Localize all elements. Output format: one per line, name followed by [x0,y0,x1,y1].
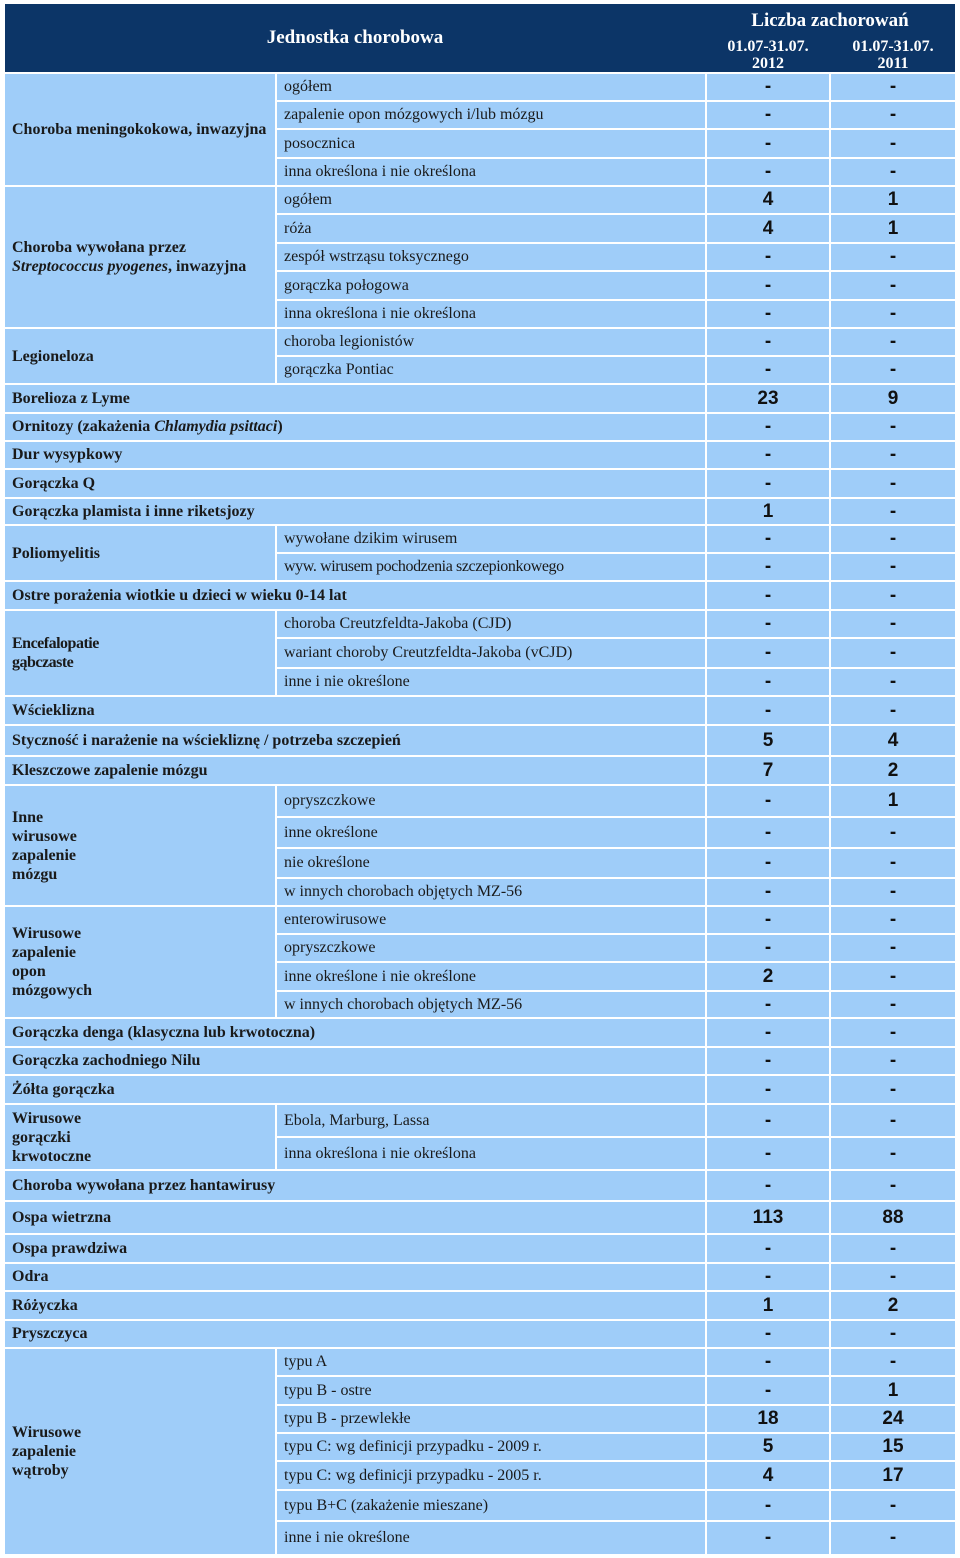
row-label: choroba legionistów [277,329,705,355]
value-2011: - [831,879,955,905]
value-2012: - [707,301,829,327]
row-label: Ebola, Marburg, Lassa [277,1105,705,1136]
value-2011: - [831,1491,955,1520]
value-2011: - [831,611,955,637]
value-2011: 1 [831,1377,955,1404]
row-label: typu C: wg definicji przypadku - 2005 r. [277,1462,705,1489]
row-label: gorączka Pontiac [277,357,705,383]
value-2012: - [707,526,829,552]
row-label: typu B - przewlekłe [277,1406,705,1432]
row-label: posocznica [277,130,705,157]
row-label: Choroba wywołana przez hantawirusy [5,1171,705,1200]
row-label: inna określona i nie określona [277,159,705,185]
value-2012: 4 [707,187,829,213]
value-2012: - [707,639,829,667]
value-2012: - [707,849,829,877]
value-2011: - [831,697,955,724]
value-2011: 1 [831,187,955,213]
row-label: róża [277,215,705,242]
value-2012: 5 [707,726,829,755]
row-label: Gorączka denga (klasyczna lub krwotoczna) [5,1019,705,1046]
row-label: inna określona i nie określona [277,301,705,327]
value-2012: - [707,611,829,637]
value-2012: - [707,1048,829,1074]
value-2011: - [831,992,955,1017]
row-label: inne określone i nie określone [277,963,705,990]
value-2011: - [831,935,955,961]
row-label: inne określone [277,818,705,847]
header-period-2012: 01.07-31.07. 2012 [707,38,829,72]
row-label: Pryszczyca [5,1321,705,1347]
value-2012: 4 [707,1462,829,1489]
group-meningococcal: Choroba meningokokowa, inwazyjna [5,74,275,185]
row-label: wywołane dzikim wirusem [277,526,705,552]
value-2012: - [707,329,829,355]
row-label: choroba Creutzfeldta-Jakoba (CJD) [277,611,705,637]
row-label: zespół wstrząsu toksycznego [277,244,705,270]
value-2011: - [831,554,955,580]
group-other-viral-encephalitis: Inne wirusowe zapalenie mózgu [5,786,275,905]
value-2012: - [707,907,829,933]
row-label: Ospa wietrzna [5,1202,705,1233]
value-2011: - [831,1321,955,1347]
value-2012: - [707,244,829,270]
value-2011: - [831,130,955,157]
row-label: zapalenie opon mózgowych i/lub mózgu [277,102,705,128]
group-legionella: Legioneloza [5,329,275,383]
value-2012: - [707,1491,829,1520]
row-label: wyw. wirusem pochodzenia szczepionkowego [277,554,705,580]
value-2011: - [831,244,955,270]
row-label: w innych chorobach objętych MZ-56 [277,992,705,1017]
value-2012: - [707,697,829,724]
row-label: opryszczkowe [277,935,705,961]
value-2012: - [707,669,829,695]
value-2012: - [707,272,829,299]
row-label: Żółta gorączka [5,1076,705,1103]
value-2011: - [831,1235,955,1262]
value-2012: 7 [707,757,829,784]
row-label: Wścieklizna [5,697,705,724]
row-label: enterowirusowe [277,907,705,933]
row-label: typu B+C (zakażenie mieszane) [277,1491,705,1520]
value-2012: - [707,1138,829,1169]
value-2012: - [707,818,829,847]
value-2011: - [831,414,955,440]
header-period-2011: 01.07-31.07. 2011 [831,38,955,72]
value-2011: 15 [831,1434,955,1460]
row-label: Gorączka zachodniego Nilu [5,1048,705,1074]
value-2011: - [831,526,955,552]
row-label: opryszczkowe [277,786,705,816]
row-label: inne i nie określone [277,669,705,695]
value-2011: - [831,1048,955,1074]
value-2011: - [831,470,955,497]
value-2012: - [707,554,829,580]
value-2012: 2 [707,963,829,990]
value-2012: 1 [707,499,829,524]
row-label: inne i nie określone [277,1522,705,1554]
value-2011: - [831,102,955,128]
row-label: inna określona i nie określona [277,1138,705,1169]
group-hemorrhagic-fevers: Wirusowe gorączki krwotoczne [5,1105,275,1169]
group-poliomyelitis: Poliomyelitis [5,526,275,580]
value-2011: 2 [831,757,955,784]
header-title: Jednostka chorobowa [5,4,705,72]
value-2011: - [831,669,955,695]
value-2011: - [831,1076,955,1103]
value-2011: - [831,1171,955,1200]
value-2012: - [707,442,829,468]
value-2011: - [831,442,955,468]
row-label: wariant choroby Creutzfeldta-Jakoba (vCJD) [277,639,705,667]
value-2012: - [707,74,829,100]
value-2011: - [831,639,955,667]
value-2011: - [831,1264,955,1290]
value-2011: 9 [831,385,955,412]
value-2011: - [831,849,955,877]
value-2012: 18 [707,1406,829,1432]
value-2011: - [831,1138,955,1169]
value-2011: - [831,272,955,299]
value-2012: - [707,130,829,157]
row-label: Gorączka Q [5,470,705,497]
value-2011: 88 [831,1202,955,1233]
row-label: ogółem [277,74,705,100]
row-label: Odra [5,1264,705,1290]
value-2011: 1 [831,786,955,816]
row-label: Borelioza z Lyme [5,385,705,412]
value-2012: - [707,1321,829,1347]
value-2012: - [707,1264,829,1290]
value-2012: - [707,1105,829,1136]
group-viral-meningitis: Wirusowe zapalenie opon mózgowych [5,907,275,1017]
value-2012: - [707,470,829,497]
value-2012: 23 [707,385,829,412]
row-label: typu A [277,1349,705,1375]
value-2012: - [707,1522,829,1554]
value-2012: - [707,786,829,816]
row-label: nie określone [277,849,705,877]
value-2012: - [707,1019,829,1046]
value-2012: - [707,357,829,383]
value-2012: - [707,1235,829,1262]
value-2012: 5 [707,1434,829,1460]
value-2011: 2 [831,1292,955,1319]
value-2012: 1 [707,1292,829,1319]
value-2011: - [831,499,955,524]
value-2012: - [707,159,829,185]
value-2012: - [707,1171,829,1200]
disease-table [5,4,955,1554]
value-2011: - [831,1349,955,1375]
group-streptococcus: Choroba wywołana przez Streptococcus pyogenes, inwazyjna [5,187,275,327]
row-label: typu C: wg definicji przypadku - 2009 r. [277,1434,705,1460]
value-2012: - [707,582,829,609]
value-2011: - [831,329,955,355]
value-2011: - [831,963,955,990]
value-2011: - [831,907,955,933]
value-2012: - [707,1377,829,1404]
value-2012: - [707,992,829,1017]
value-2011: 24 [831,1406,955,1432]
group-viral-hepatitis: Wirusowe zapalenie wątroby [5,1349,275,1554]
row-label: Gorączka plamista i inne riketsjozy [5,499,705,524]
row-label: w innych chorobach objętych MZ-56 [277,879,705,905]
row-label: ogółem [277,187,705,213]
value-2011: - [831,301,955,327]
row-label: Różyczka [5,1292,705,1319]
value-2012: - [707,935,829,961]
row-label: typu B - ostre [277,1377,705,1404]
row-label: gorączka połogowa [277,272,705,299]
value-2012: - [707,1076,829,1103]
value-2011: - [831,1019,955,1046]
value-2011: - [831,582,955,609]
value-2012: - [707,879,829,905]
value-2011: - [831,1522,955,1554]
value-2011: - [831,159,955,185]
value-2011: 1 [831,215,955,242]
group-encephalopathies: Encefalopatie gąbczaste [5,611,275,695]
row-label: Ostre porażenia wiotkie u dzieci w wieku 0-14 lat [5,582,705,609]
header-count-title: Liczba zachorowań [705,4,955,38]
row-label: Ospa prawdziwa [5,1235,705,1262]
value-2012: - [707,1349,829,1375]
row-label: Kleszczowe zapalenie mózgu [5,757,705,784]
value-2012: - [707,102,829,128]
value-2011: - [831,357,955,383]
row-label: Styczność i narażenie na wściekliznę / potrzeba szczepień [5,726,705,755]
value-2012: 4 [707,215,829,242]
value-2011: 4 [831,726,955,755]
value-2011: - [831,74,955,100]
value-2011: 17 [831,1462,955,1489]
value-2012: - [707,414,829,440]
value-2011: - [831,1105,955,1136]
row-label: Ornitozy (zakażenia Chlamydia psittaci) [5,414,705,440]
value-2011: - [831,818,955,847]
row-label: Dur wysypkowy [5,442,705,468]
value-2012: 113 [707,1202,829,1233]
